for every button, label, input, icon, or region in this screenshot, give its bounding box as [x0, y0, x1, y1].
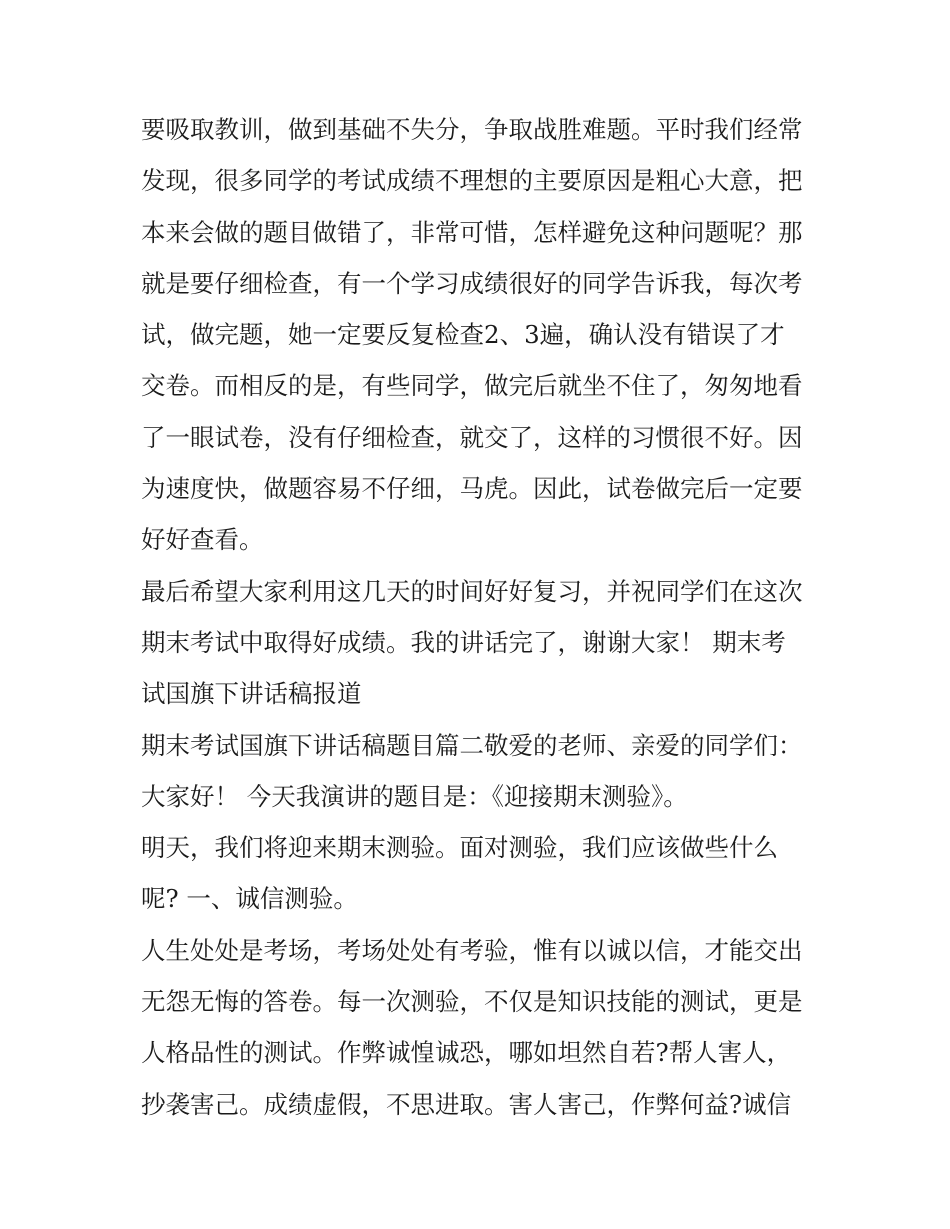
- text-line: 期末考试中取得好成绩。我的讲话完了，谢谢大家！ 期末考: [141, 627, 786, 657]
- text-line: 为速度快，做题容易不仔细，马虎。因此，试卷做完后一定要: [141, 474, 803, 504]
- text-line: 发现，很多同学的考试成绩不理想的主要原因是粗心大意，把: [141, 166, 803, 196]
- text-line: 大家好！ 今天我演讲的题目是：《迎接期末测验》。: [141, 781, 688, 811]
- text-line: 抄袭害己。成绩虚假，不思进取。害人害己，作弊何益?诚信: [141, 1089, 792, 1119]
- text-line: 要吸取教训，做到基础不失分，争取战胜难题。平时我们经常: [141, 115, 803, 144]
- text-line: 人生处处是考场，考场处处有考验，惟有以诚以信，才能交出: [141, 935, 803, 965]
- text-line: 就是要仔细检查，有一个学习成绩很好的同学告诉我，每次考: [141, 268, 803, 298]
- text-line: 好好查看。: [141, 525, 264, 555]
- text-line: 无怨无悔的答卷。每一次测验，不仅是知识技能的测试，更是: [141, 987, 803, 1017]
- text-line: 试国旗下讲话稿报道: [141, 679, 362, 709]
- text-line: 人格品性的测试。作弊诚惶诚恐，哪如坦然自若?帮人害人，: [141, 1038, 792, 1068]
- text-line: 交卷。而相反的是，有些同学，做完后就坐不住了，匆匆地看: [141, 371, 803, 401]
- text-line: 呢? 一、诚信测验。: [141, 884, 358, 914]
- text-line: 试，做完题，她一定要反复检查2、3遍，确认没有错误了才: [141, 320, 785, 350]
- text-line: 期末考试国旗下讲话稿题目篇二敬爱的老师、亲爱的同学们：: [141, 730, 803, 760]
- text-line: 了一眼试卷，没有仔细检查，就交了，这样的习惯很不好。因: [141, 422, 803, 452]
- body-text: [141, 104, 821, 1130]
- text-line: 最后希望大家利用这几天的时间好好复习，并祝同学们在这次: [141, 576, 803, 606]
- text-line: 明天，我们将迎来期末测验。面对测验，我们应该做些什么: [141, 833, 778, 863]
- text-line: 本来会做的题目做错了，非常可惜，怎样避免这种问题呢？那: [141, 217, 803, 247]
